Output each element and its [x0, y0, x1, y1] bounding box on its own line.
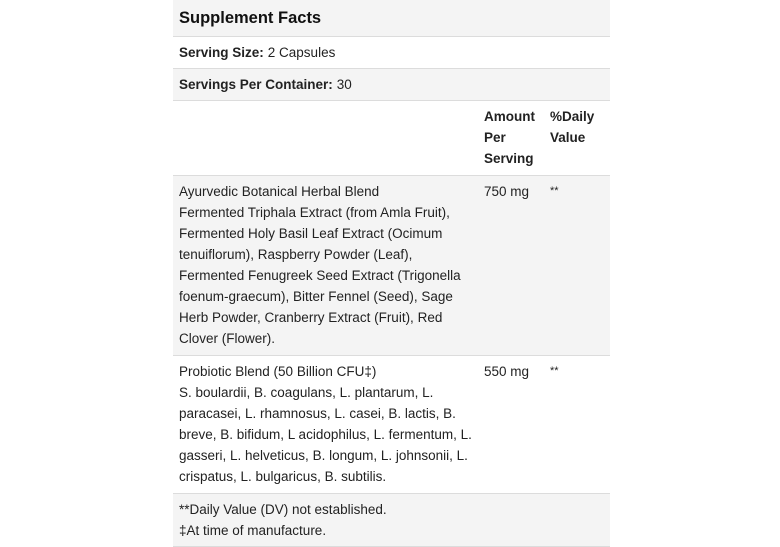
- amount-header: Amount Per Serving: [484, 109, 535, 166]
- table-row: [173, 176, 610, 356]
- daily-value-header: %Daily Value: [550, 109, 595, 145]
- serving-size-label: Serving Size:: [179, 45, 264, 60]
- footnote-manufacture: ‡At time of manufacture.: [179, 523, 327, 538]
- servings-per-container-value: 30: [336, 77, 352, 92]
- servings-per-container-row: [173, 69, 610, 101]
- serving-size-row: [173, 37, 610, 69]
- daily-value-cell: **: [550, 185, 559, 197]
- ingredient-name: Probiotic Blend (50 Billion CFU‡): [179, 364, 377, 379]
- panel-title: Supplement Facts: [179, 8, 322, 27]
- daily-value-cell: **: [550, 365, 559, 377]
- supplement-facts-panel: [173, 0, 610, 547]
- serving-size-value: 2 Capsules: [267, 45, 336, 60]
- column-header-row: [173, 101, 610, 176]
- amount-cell: 750 mg: [484, 184, 530, 199]
- table-row: [173, 356, 610, 494]
- ingredient-cell: [173, 176, 478, 358]
- ingredient-cell: [173, 356, 478, 496]
- ingredient-description: S. boulardii, B. coagulans, L. plantarum, L. paracasei, L. rhamnosus, L. casei, B. lactis, B. breve, B. bifidum, L acidophilus, L. fermentum, L. gasseri, L. helveticus, B. longum, L. johnsonii, L. crispatus, L. bulgaricus, B. subtilis.: [179, 385, 472, 484]
- ingredient-description: Fermented Triphala Extract (from Amla Fruit), Fermented Holy Basil Leaf Extract (Ocimum tenuiflorum), Raspberry Powder (Leaf), Fermented Fenugreek Seed Extract (Trigonella foenum-graecum), Bitter Fennel (Seed), Sage Herb Powder, Cranberry Extract (Fruit), Red Clover (Flower).: [179, 205, 461, 346]
- footnote-daily-value: **Daily Value (DV) not established.: [179, 502, 387, 517]
- ingredient-header: [173, 101, 478, 178]
- amount-cell: 550 mg: [484, 364, 530, 379]
- servings-per-container-label: Servings Per Container:: [179, 77, 333, 92]
- title-row: [173, 0, 610, 37]
- footnotes: [173, 494, 610, 547]
- ingredient-name: Ayurvedic Botanical Herbal Blend: [179, 184, 380, 199]
